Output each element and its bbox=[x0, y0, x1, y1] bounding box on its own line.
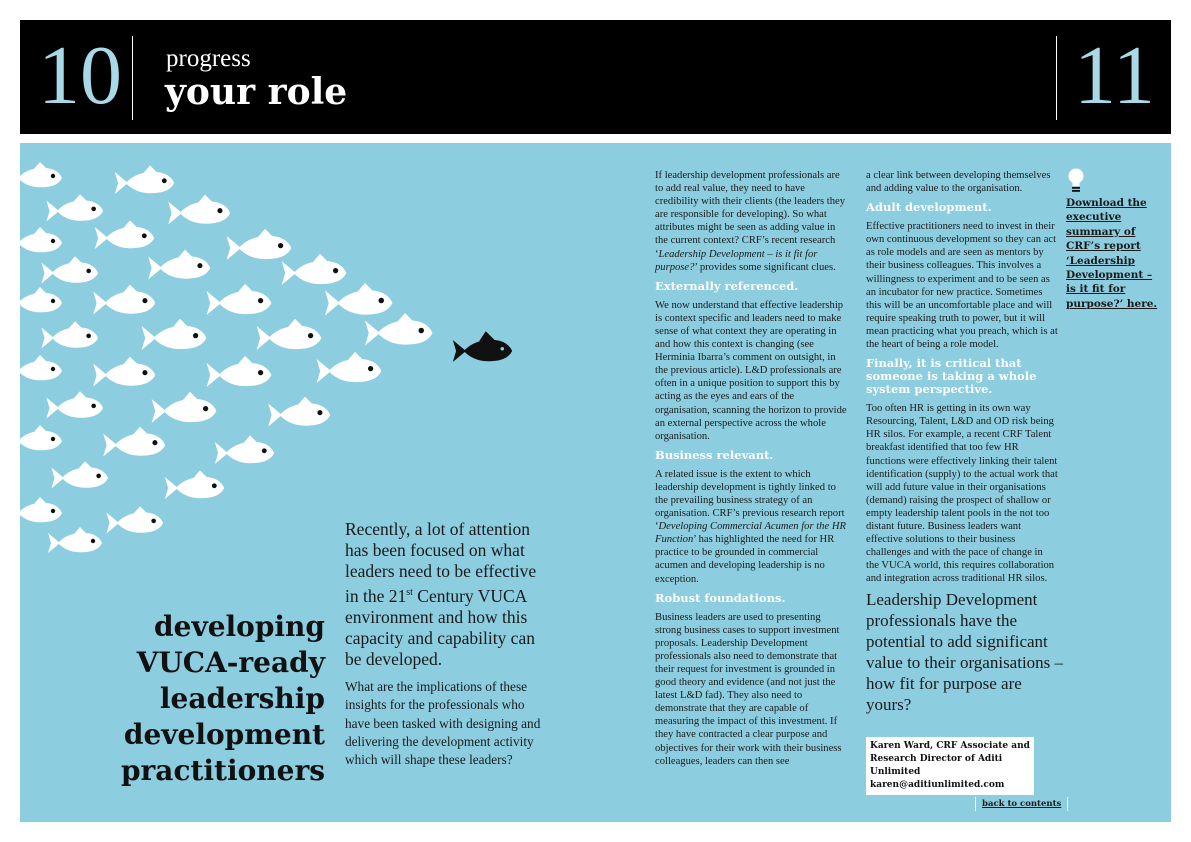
article-column-1 bbox=[655, 169, 847, 774]
author-name: Karen Ward, CRF Associate and bbox=[870, 741, 1030, 751]
author-role: Research Director of Aditi Unlimited bbox=[870, 754, 1003, 777]
lightbulb-icon bbox=[1066, 167, 1086, 195]
article-paragraph: We now understand that effective leadership is context specific and leaders need to make sense of what context they are operating in and how this context is changing (see Herminia Ibarra’s comment on outsight, in the previous article). L&D professionals are often in a unique position to support this by acting as the eyes and ears of the organisation, scanning the horizon to provide an external perspective across the whole organisation. bbox=[655, 299, 847, 442]
header-divider-right bbox=[1056, 36, 1057, 120]
pull-quote: Leadership Development professionals have the potential to add significant value to their organisations – how fit for purpose are yours? bbox=[866, 590, 1064, 714]
subheading-business-relevant: Business relevant. bbox=[655, 447, 774, 462]
fish-school-illustration bbox=[20, 143, 520, 563]
feature-heading-line: practitioners bbox=[120, 754, 325, 787]
article-paragraph: Effective practitioners need to invest in their own continuous development so they can act as role models and are seen as mentors by their business colleagues. This involves a willingness to experiment and to be seen as an incubator for new practice. Sometimes this will be an uncomfortable place and will require speaking truth to power, but it will mean practicing what you preach, which is at the heart of being a role model. bbox=[866, 221, 1058, 351]
article-paragraph: Too often HR is getting in its own way Resourcing, Talent, L&D and OD risk being HR silos. For example, a recent CRF Talent breakfast identified that too few HR functions were effectively linking their talent identification (supply) to the actual work that will add future value in their organisations (demand) raising the prospect of shallow or empty leadership talent pools in the not too distant future. Business leaders want effective solutions to their business challenges and with the pace of change in the VUCA world, this requires collaboration and integration across traditional HR silos. bbox=[866, 403, 1058, 585]
content-panel bbox=[20, 143, 1171, 822]
article-paragraph: a clear link between developing themselves and adding value to the organisation. bbox=[866, 170, 1051, 195]
author-box bbox=[866, 737, 1034, 795]
feature-heading bbox=[121, 609, 325, 789]
feature-heading-line: leadership bbox=[159, 682, 325, 715]
feature-heading-line: VUCA-ready bbox=[136, 646, 325, 679]
page-number-left: 10 bbox=[38, 29, 122, 122]
article-paragraph: A related issue is the extent to which leadership development is tightly linked to the prevailing business strategy of an organisation. CRF’s previous research report ‘Developing Commercial Acumen for the HR Function’ has highlighted the need for HR practice to be grounded in commercial acumen and developing leadership is no exception. bbox=[655, 468, 846, 585]
author-email[interactable]: karen@aditiunlimited.com bbox=[870, 780, 1005, 790]
black-fish-leader bbox=[453, 331, 512, 362]
section-kicker: progress bbox=[166, 45, 251, 72]
subheading-adult-development: Adult development. bbox=[866, 200, 992, 215]
section-title: your role bbox=[165, 71, 348, 113]
feature-heading-line: development bbox=[123, 718, 325, 751]
article-paragraph: If leadership development professionals are to add real value, they need to have credibility with their clients (the leaders they are responsible for developing). So what attributes might be seen as adding value in the current context? CRF’s recent research ‘Leadership Development – is it fit for purpose?’ provides some significant clues. bbox=[655, 170, 846, 273]
article-column-2 bbox=[866, 169, 1058, 591]
page-number-right: 11 bbox=[1074, 29, 1155, 122]
header-divider-left bbox=[132, 36, 133, 120]
white-fish-school bbox=[20, 162, 433, 553]
download-summary-link[interactable]: Download the executive summary of CRF’s report ‘Leadership Development – is it fit for purpose?’ here. bbox=[1066, 197, 1158, 310]
subheading-whole-system: Finally, it is critical that someone is taking a whole system perspective. bbox=[866, 356, 1037, 397]
feature-heading-line: developing bbox=[154, 610, 325, 643]
back-to-contents-link[interactable]: back to contents bbox=[975, 797, 1068, 811]
subheading-externally-referenced: Externally referenced. bbox=[655, 278, 799, 293]
intro-question: What are the implications of these insights for the professionals who have been tasked with designing and delivering the development activity which will shape these leaders? bbox=[345, 679, 541, 768]
intro-paragraph: Recently, a lot of attention has been focused on what leaders need to be effective in the 21st Century VUCA environment and how this capacity and capability can be developed. bbox=[345, 519, 537, 669]
subheading-robust-foundations: Robust foundations. bbox=[655, 590, 786, 605]
article-paragraph: Business leaders are used to presenting strong business cases to support investment proposals. Leadership Development professionals also need to demonstrate that their request for investment is grounded in good theory and evidence (and not just the latest L&D fad). They also need to demonstrate that they are capable of measuring the impact of this investment. If they have contracted a clear purpose and objectives for their work with their business colleagues, leaders can then see bbox=[655, 611, 842, 767]
page-header bbox=[20, 20, 1171, 134]
